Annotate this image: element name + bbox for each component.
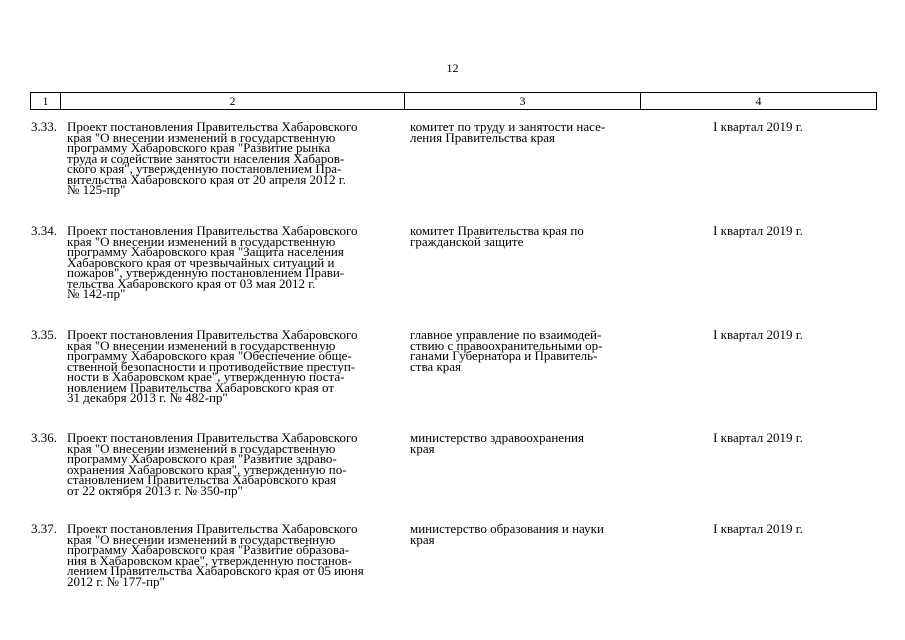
row-responsible: комитет Правительства края по гражданской защите	[410, 223, 584, 249]
row-number: 3.37.	[31, 521, 57, 536]
row-description: Проект постановления Правительства Хабаровского края "О внесении изменений в государственную программу Хабаровского края "Обеспечение обще- ственной безопасности и противодействие преступ- ности в Хабаровском крае", утвержденную поста- новлением Правительства Хабаровского края от 31 декабря 2013 г. № 482-пр"	[67, 327, 358, 405]
row-number: 3.36.	[31, 430, 57, 445]
row-responsible: министерство образования и науки края	[410, 521, 604, 547]
row-deadline: I квартал 2019 г.	[713, 119, 803, 134]
row-deadline: I квартал 2019 г.	[713, 430, 803, 445]
row-description: Проект постановления Правительства Хабаровского края "О внесении изменений в государственную программу Хабаровского края "Защита населения Хабаровского края от чрезвычайных ситуаций и пожаров", утвержденную постановлением Прави- тельства Хабаровского края от 03 мая 2012 г. № 142-пр"	[67, 223, 358, 301]
row-deadline: I квартал 2019 г.	[713, 521, 803, 536]
row-description: Проект постановления Правительства Хабаровского края "О внесении изменений в государственную программу Хабаровского края "Развитие здраво- охранения Хабаровского края", утвержденную по- становлением Правительства Хабаровского края от 22 октября 2013 г. № 350-пр"	[67, 430, 358, 498]
column-header-table	[30, 92, 877, 110]
column-header-2: 2	[61, 93, 405, 110]
column-header-row	[31, 93, 877, 110]
row-description: Проект постановления Правительства Хабаровского края "О внесении изменений в государственную программу Хабаровского края "Развитие рынка труда и содействие занятости населения Хабаров- ского края", утвержденную постановлением Пра- вительства Хабаровского края от 20 апреля 2012 г. № 125-пр"	[67, 119, 358, 197]
row-number: 3.33.	[31, 119, 57, 134]
row-deadline: I квартал 2019 г.	[713, 223, 803, 238]
row-responsible: министерство здравоохранения края	[410, 430, 584, 456]
row-deadline: I квартал 2019 г.	[713, 327, 803, 342]
column-header-3: 3	[405, 93, 641, 110]
row-number: 3.35.	[31, 327, 57, 342]
row-description: Проект постановления Правительства Хабаровского края "О внесении изменений в государственную программу Хабаровского края "Развитие образова- ния в Хабаровском крае", утвержденную постанов- лением Правительства Хабаровского края от 05 июня 2012 г. № 177-пр"	[67, 521, 364, 589]
page-number: 12	[446, 61, 459, 75]
row-responsible: главное управление по взаимодей- ствию с правоохранительными ор- ганами Губернатора и Правитель- ства края	[410, 327, 603, 374]
column-header-1: 1	[31, 93, 61, 110]
row-number: 3.34.	[31, 223, 57, 238]
column-header-4: 4	[641, 93, 877, 110]
row-responsible: комитет по труду и занятости насе- ления Правительства края	[410, 119, 606, 145]
